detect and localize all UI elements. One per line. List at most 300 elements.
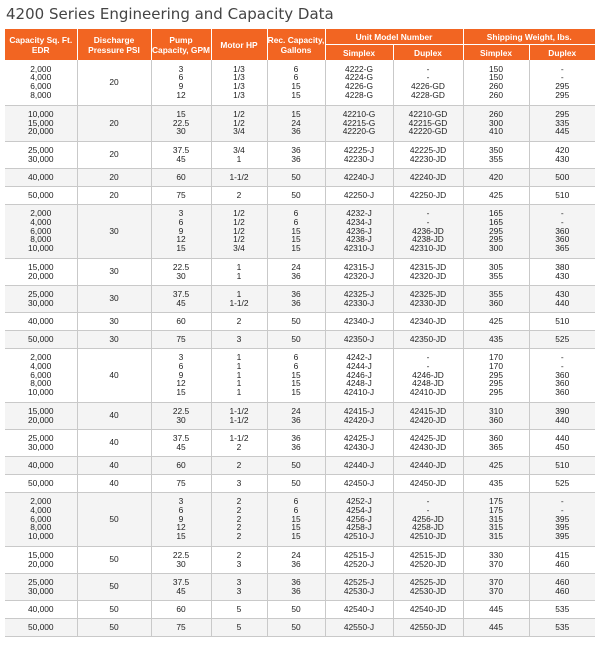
- cell-value: 6: [293, 208, 299, 218]
- model-simplex-cell: [325, 618, 393, 636]
- cell-value: 430: [555, 270, 570, 281]
- cell-value: 15,000: [27, 405, 54, 416]
- weight-duplex-cell: [529, 402, 595, 429]
- table-row: [5, 204, 595, 258]
- cell-value: 175: [489, 496, 503, 506]
- table-row: [5, 60, 595, 105]
- cell-value: 42325-J: [343, 288, 375, 299]
- cell-value: 42410-J: [343, 387, 375, 398]
- cell-value: 36: [291, 153, 301, 164]
- model-simplex-cell: [325, 546, 393, 573]
- model-duplex-cell: [393, 402, 463, 429]
- capacity-cell: [5, 105, 77, 141]
- cell-value: 42310-J: [343, 243, 375, 254]
- rec-capacity-cell: [267, 330, 325, 348]
- table-row: [5, 492, 595, 546]
- cell-value: 25,000: [27, 144, 54, 155]
- cell-value: 360: [555, 387, 570, 398]
- model-duplex-cell: [393, 330, 463, 348]
- cell-value: 295: [489, 369, 503, 380]
- cell-value: 75: [176, 477, 186, 488]
- discharge-pressure-cell: 40: [77, 348, 151, 402]
- cell-value: 6: [293, 504, 299, 515]
- cell-value: 380: [555, 261, 570, 272]
- cell-value: 6: [293, 72, 299, 83]
- cell-value: 1: [236, 387, 242, 398]
- discharge-pressure-cell: 30: [77, 204, 151, 258]
- motor-hp-cell: [211, 60, 267, 105]
- cell-value: 360: [555, 378, 570, 389]
- pump-gpm-cell: [151, 312, 211, 330]
- cell-value: 4246-J: [346, 369, 372, 380]
- model-duplex-cell: [393, 105, 463, 141]
- cell-value: 4236-JD: [412, 225, 444, 236]
- cell-value: 1/2: [233, 108, 245, 119]
- pump-gpm-cell: [151, 204, 211, 258]
- cell-value: 370: [489, 585, 503, 596]
- cell-value: 1/2: [233, 216, 245, 227]
- cell-value: 42540-J: [343, 603, 375, 614]
- cell-value: 42410-JD: [409, 387, 447, 398]
- pump-gpm-cell: [151, 429, 211, 456]
- capacity-header: Capacity Sq. Ft. EDR: [5, 29, 77, 60]
- cell-value: 4,000: [30, 72, 52, 83]
- cell-value: 75: [176, 333, 186, 344]
- cell-value: -: [560, 63, 564, 74]
- model-simplex-cell: [325, 186, 393, 204]
- capacity-cell: [5, 456, 77, 474]
- cell-value: 36: [291, 288, 301, 299]
- discharge-pressure-cell: 40: [77, 456, 151, 474]
- weight-simplex-cell: [463, 456, 529, 474]
- rec-capacity-cell: [267, 258, 325, 285]
- cell-value: 42210-G: [342, 108, 376, 119]
- cell-value: 42420-J: [343, 414, 375, 425]
- model-simplex-cell: [325, 474, 393, 492]
- cell-value: 360: [489, 432, 503, 443]
- pump-gpm-cell: [151, 546, 211, 573]
- capacity-cell: [5, 492, 77, 546]
- weight-simplex-cell: [463, 105, 529, 141]
- cell-value: 4238-JD: [412, 234, 444, 245]
- cell-value: 42550-JD: [409, 621, 447, 632]
- cell-value: 42225-J: [343, 144, 375, 155]
- motor-hp-cell: [211, 474, 267, 492]
- cell-value: 395: [555, 522, 570, 533]
- cell-value: 30: [176, 126, 186, 137]
- cell-value: 36: [291, 297, 301, 308]
- cell-value: 75: [176, 189, 186, 200]
- model-duplex-cell: [393, 456, 463, 474]
- pump-gpm-cell: [151, 330, 211, 348]
- motor-hp-cell: [211, 429, 267, 456]
- cell-value: 1/3: [233, 72, 245, 83]
- cell-value: 50,000: [27, 333, 54, 344]
- model-duplex-cell: [393, 204, 463, 258]
- cell-value: 50: [291, 189, 301, 200]
- cell-value: 24: [291, 549, 301, 560]
- cell-value: 435: [489, 333, 503, 344]
- cell-value: 8,000: [30, 90, 52, 101]
- weight-simplex-cell: [463, 348, 529, 402]
- cell-value: 440: [555, 432, 570, 443]
- table-row: [5, 312, 595, 330]
- cell-value: 12: [176, 234, 186, 245]
- cell-value: 500: [555, 171, 570, 182]
- header-row: [5, 29, 595, 45]
- weight-simplex-cell: [463, 402, 529, 429]
- cell-value: 450: [555, 441, 570, 452]
- cell-value: 295: [489, 378, 503, 389]
- cell-value: 15: [291, 369, 301, 380]
- cell-value: 3: [236, 585, 242, 596]
- cell-value: 9: [178, 513, 184, 524]
- cell-value: 42515-J: [343, 549, 375, 560]
- cell-value: 42330-JD: [409, 297, 447, 308]
- table-row: [5, 141, 595, 168]
- cell-value: 360: [555, 225, 570, 236]
- cell-value: 24: [291, 405, 301, 416]
- discharge-pressure-cell: 20: [77, 168, 151, 186]
- cell-value: -: [560, 360, 564, 371]
- capacity-cell: [5, 600, 77, 618]
- cell-value: 50: [291, 333, 301, 344]
- motor-hp-cell: [211, 258, 267, 285]
- cell-value: 42350-JD: [409, 333, 447, 344]
- cell-value: 150: [489, 72, 503, 83]
- cell-value: 430: [555, 288, 570, 299]
- cell-value: 4258-J: [346, 522, 372, 533]
- motor-hp-cell: [211, 330, 267, 348]
- rec-capacity-cell: [267, 204, 325, 258]
- cell-value: 355: [489, 288, 503, 299]
- capacity-cell: [5, 348, 77, 402]
- cell-value: 6,000: [30, 225, 52, 236]
- cell-value: 445: [489, 603, 503, 614]
- cell-value: 15: [291, 81, 301, 92]
- model-simplex-cell: [325, 348, 393, 402]
- discharge-pressure-cell: 50: [77, 573, 151, 600]
- cell-value: 1-1/2: [229, 171, 249, 182]
- cell-value: 40,000: [27, 315, 54, 326]
- cell-value: 42430-J: [343, 441, 375, 452]
- cell-value: 36: [291, 585, 301, 596]
- pump-gpm-cell: [151, 141, 211, 168]
- motor-hp-cell: [211, 618, 267, 636]
- cell-value: 535: [555, 621, 570, 632]
- capacity-cell: [5, 429, 77, 456]
- discharge-pressure-cell: 30: [77, 330, 151, 348]
- cell-value: 60: [176, 315, 186, 326]
- weight-simplex-cell: [463, 258, 529, 285]
- cell-value: 15: [291, 522, 301, 533]
- cell-value: 42515-JD: [409, 549, 447, 560]
- cell-value: 3/4: [233, 144, 245, 155]
- cell-value: 42510-JD: [409, 531, 447, 542]
- cell-value: 4226-GD: [411, 81, 445, 92]
- cell-value: 3: [178, 63, 184, 74]
- model-duplex-cell: [393, 348, 463, 402]
- cell-value: 42520-JD: [409, 558, 447, 569]
- cell-value: 40,000: [27, 603, 54, 614]
- cell-value: 37.5: [172, 432, 190, 443]
- cell-value: 36: [291, 144, 301, 155]
- capacity-cell: [5, 573, 77, 600]
- model-simplex-cell: [325, 600, 393, 618]
- table-row: [5, 168, 595, 186]
- model-simplex-cell: [325, 285, 393, 312]
- rec-capacity-cell: [267, 429, 325, 456]
- discharge-pressure-cell: 20: [77, 105, 151, 141]
- cell-value: 42230-JD: [409, 153, 447, 164]
- cell-value: 2: [236, 513, 242, 524]
- cell-value: -: [560, 216, 564, 227]
- shipping-weight-header: Shipping Weight, lbs.: [463, 29, 595, 45]
- cell-value: 6: [293, 63, 299, 74]
- cell-value: 6: [178, 72, 184, 83]
- cell-value: 15: [176, 531, 186, 542]
- discharge-pressure-cell: 30: [77, 285, 151, 312]
- cell-value: 15: [176, 108, 186, 119]
- cell-value: 9: [178, 225, 184, 236]
- capacity-cell: [5, 258, 77, 285]
- motor-hp-header: Motor HP: [211, 29, 267, 60]
- cell-value: 1-1/2: [229, 432, 249, 443]
- cell-value: 335: [555, 117, 570, 128]
- cell-value: 445: [489, 621, 503, 632]
- weight-simplex-cell: [463, 429, 529, 456]
- cell-value: 2,000: [30, 208, 52, 218]
- motor-hp-cell: [211, 573, 267, 600]
- cell-value: 3/4: [233, 243, 245, 254]
- discharge-pressure-header: Discharge Pressure PSI: [77, 29, 151, 60]
- weight-simplex-cell: [463, 312, 529, 330]
- discharge-pressure-cell: 40: [77, 474, 151, 492]
- cell-value: 6: [293, 360, 299, 371]
- cell-value: 1/2: [233, 208, 245, 218]
- capacity-cell: [5, 60, 77, 105]
- cell-value: 42510-J: [343, 531, 375, 542]
- rec-capacity-cell: [267, 105, 325, 141]
- cell-value: 4232-J: [346, 208, 372, 218]
- capacity-cell: [5, 402, 77, 429]
- cell-value: 36: [291, 576, 301, 587]
- table-row: [5, 474, 595, 492]
- cell-value: 50: [291, 603, 301, 614]
- cell-value: 6: [293, 352, 299, 362]
- cell-value: 2: [236, 459, 242, 470]
- cell-value: 15,000: [27, 261, 54, 272]
- cell-value: 42240-JD: [409, 171, 447, 182]
- cell-value: 10,000: [27, 108, 54, 119]
- cell-value: 42315-J: [343, 261, 375, 272]
- cell-value: 15,000: [27, 117, 54, 128]
- table-row: [5, 258, 595, 285]
- cell-value: 260: [489, 81, 503, 92]
- cell-value: 42425-J: [343, 432, 375, 443]
- cell-value: 42530-J: [343, 585, 375, 596]
- cell-value: 170: [489, 352, 503, 362]
- rec-capacity-cell: [267, 618, 325, 636]
- cell-value: 20,000: [27, 558, 54, 569]
- cell-value: 3: [178, 352, 184, 362]
- cell-value: 360: [555, 234, 570, 245]
- motor-hp-cell: [211, 546, 267, 573]
- cell-value: 22.5: [172, 549, 190, 560]
- cell-value: 22.5: [172, 261, 190, 272]
- table-row: [5, 573, 595, 600]
- cell-value: 440: [555, 414, 570, 425]
- cell-value: 410: [489, 126, 503, 137]
- cell-value: 30,000: [27, 153, 54, 164]
- model-duplex-cell: [393, 546, 463, 573]
- cell-value: 6,000: [30, 513, 52, 524]
- cell-value: 460: [555, 558, 570, 569]
- discharge-pressure-cell: 40: [77, 429, 151, 456]
- model-duplex-cell: [393, 474, 463, 492]
- weight-duplex-cell: [529, 429, 595, 456]
- rec-capacity-cell: [267, 600, 325, 618]
- cell-value: 425: [489, 189, 503, 200]
- cell-value: 42340-JD: [409, 315, 447, 326]
- rec-capacity-cell: [267, 546, 325, 573]
- model-duplex-cell: [393, 312, 463, 330]
- cell-value: 42325-JD: [409, 288, 447, 299]
- cell-value: 42420-JD: [409, 414, 447, 425]
- cell-value: 4222-G: [345, 63, 373, 74]
- cell-value: 6: [293, 216, 299, 227]
- cell-value: 3: [236, 576, 242, 587]
- cell-value: 315: [489, 513, 503, 524]
- cell-value: 315: [489, 531, 503, 542]
- weight-simplex-cell: [463, 204, 529, 258]
- cell-value: 4226-G: [345, 81, 373, 92]
- cell-value: 36: [291, 441, 301, 452]
- cell-value: 3: [178, 496, 184, 506]
- discharge-pressure-cell: 20: [77, 141, 151, 168]
- cell-value: 22.5: [172, 405, 190, 416]
- cell-value: 42250-J: [343, 189, 375, 200]
- weight-duplex-cell: [529, 474, 595, 492]
- cell-value: 42250-JD: [409, 189, 447, 200]
- discharge-pressure-cell: 30: [77, 258, 151, 285]
- model-simplex-cell: [325, 573, 393, 600]
- cell-value: 460: [555, 576, 570, 587]
- cell-value: 6: [293, 496, 299, 506]
- cell-value: 4254-J: [346, 504, 372, 515]
- cell-value: 10,000: [27, 531, 54, 542]
- cell-value: 60: [176, 603, 186, 614]
- cell-value: 315: [489, 522, 503, 533]
- model-duplex-cell: [393, 258, 463, 285]
- capacity-cell: [5, 474, 77, 492]
- cell-value: 525: [555, 477, 570, 488]
- cell-value: 42450-JD: [409, 477, 447, 488]
- cell-value: 4,000: [30, 216, 52, 227]
- cell-value: 42540-JD: [409, 603, 447, 614]
- capacity-cell: [5, 618, 77, 636]
- cell-value: 37.5: [172, 144, 190, 155]
- model-simplex-cell: [325, 330, 393, 348]
- cell-value: 1/2: [233, 117, 245, 128]
- motor-hp-cell: [211, 312, 267, 330]
- cell-value: 45: [176, 585, 186, 596]
- cell-value: 4248-J: [346, 378, 372, 389]
- cell-value: 50,000: [27, 621, 54, 632]
- motor-hp-cell: [211, 402, 267, 429]
- cell-value: 45: [176, 441, 186, 452]
- cell-value: 12: [176, 90, 186, 101]
- cell-value: 5: [236, 603, 242, 614]
- weight-duplex-cell: [529, 204, 595, 258]
- cell-value: 42320-J: [343, 270, 375, 281]
- cell-value: 175: [489, 504, 503, 515]
- cell-value: 330: [489, 549, 503, 560]
- cell-value: -: [560, 72, 564, 83]
- cell-value: 2: [236, 441, 242, 452]
- capacity-cell: [5, 285, 77, 312]
- cell-value: 4236-J: [346, 225, 372, 236]
- cell-value: -: [426, 72, 430, 83]
- cell-value: 165: [489, 216, 503, 227]
- cell-value: 1: [236, 261, 242, 272]
- weight-duplex-cell: [529, 456, 595, 474]
- cell-value: 6: [178, 216, 184, 227]
- cell-value: 5: [236, 621, 242, 632]
- cell-value: 440: [555, 297, 570, 308]
- rec-capacity-cell: [267, 348, 325, 402]
- discharge-pressure-cell: 50: [77, 600, 151, 618]
- cell-value: 20,000: [27, 414, 54, 425]
- cell-value: 2: [236, 189, 242, 200]
- pump-gpm-cell: [151, 573, 211, 600]
- model-simplex-cell: [325, 168, 393, 186]
- discharge-pressure-cell: 20: [77, 60, 151, 105]
- motor-hp-cell: [211, 456, 267, 474]
- cell-value: 50: [291, 477, 301, 488]
- weight-simplex-cell: [463, 141, 529, 168]
- model-simplex-cell: [325, 105, 393, 141]
- cell-value: 42340-J: [343, 315, 375, 326]
- discharge-pressure-cell: 30: [77, 312, 151, 330]
- cell-value: 1-1/2: [229, 405, 249, 416]
- weight-simplex-cell: [463, 618, 529, 636]
- cell-value: 20,000: [27, 270, 54, 281]
- rec-capacity-cell: [267, 186, 325, 204]
- weight-simplex-header: Simplex: [463, 45, 529, 61]
- pump-gpm-cell: [151, 60, 211, 105]
- cell-value: 510: [555, 189, 570, 200]
- pump-gpm-cell: [151, 105, 211, 141]
- cell-value: 3: [236, 558, 242, 569]
- cell-value: 25,000: [27, 288, 54, 299]
- pump-gpm-cell: [151, 168, 211, 186]
- cell-value: 42210-GD: [408, 108, 448, 119]
- model-duplex-cell: [393, 285, 463, 312]
- weight-duplex-cell: [529, 141, 595, 168]
- model-duplex-cell: [393, 141, 463, 168]
- cell-value: 42330-J: [343, 297, 375, 308]
- table-row: [5, 330, 595, 348]
- cell-value: 42415-J: [343, 405, 375, 416]
- cell-value: -: [560, 496, 564, 506]
- cell-value: 45: [176, 153, 186, 164]
- cell-value: 15: [291, 90, 301, 101]
- cell-value: 42215-GD: [408, 117, 448, 128]
- pump-gpm-cell: [151, 456, 211, 474]
- cell-value: 42550-J: [343, 621, 375, 632]
- table-row: [5, 600, 595, 618]
